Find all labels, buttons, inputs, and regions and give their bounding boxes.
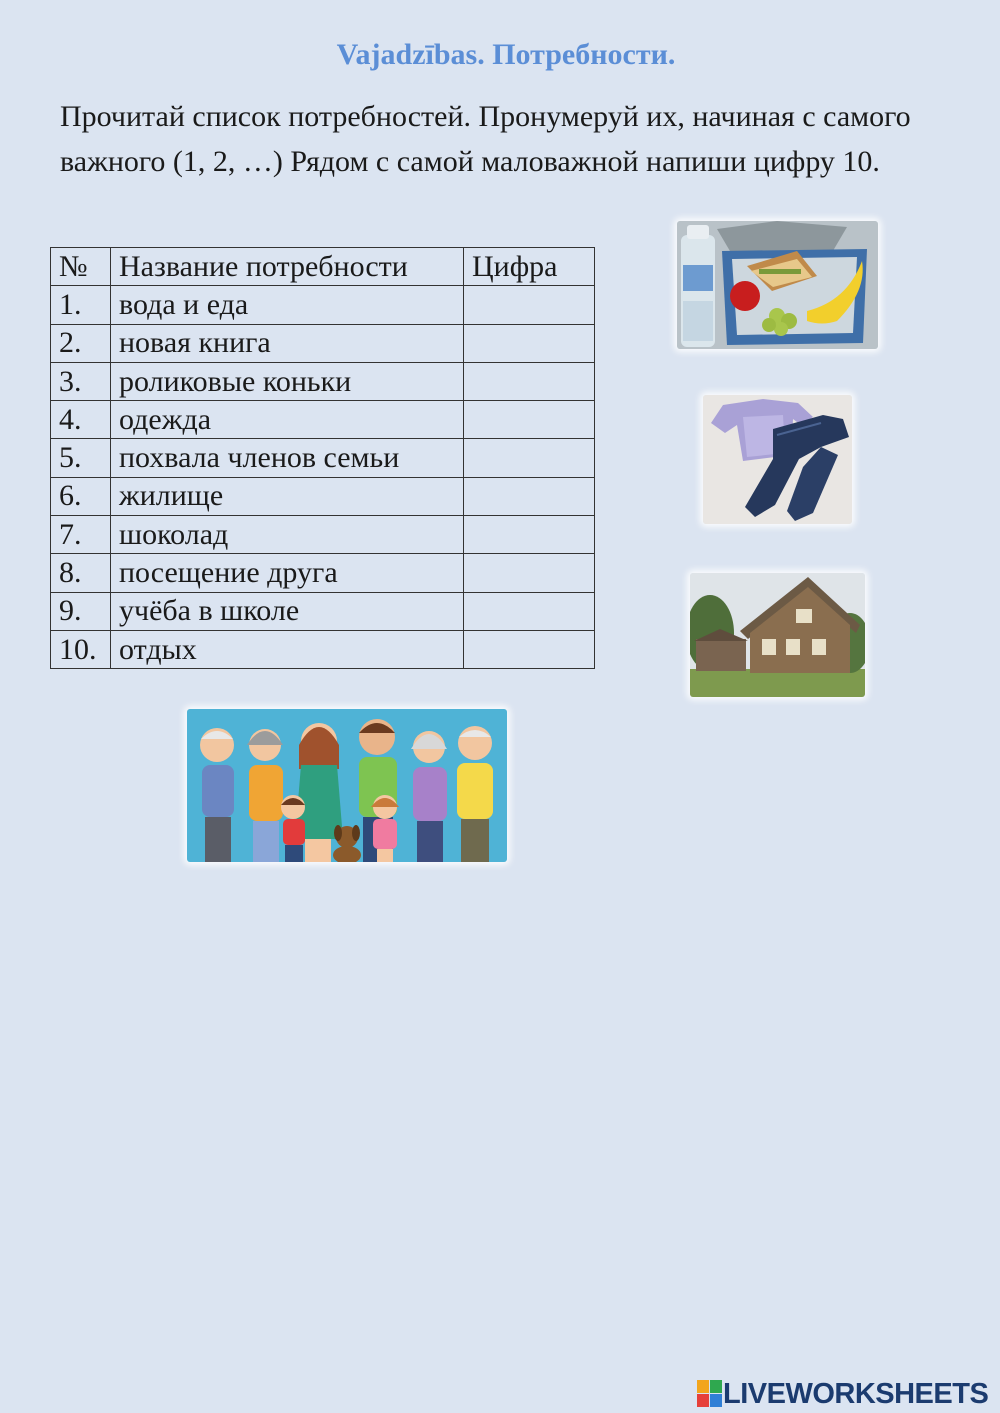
- digit-input[interactable]: [464, 593, 594, 629]
- need-name: одежда: [111, 401, 464, 439]
- digit-input[interactable]: [464, 555, 594, 591]
- digit-input[interactable]: [464, 478, 594, 514]
- instruction-text: Прочитай список потребностей. Пронумеруй их, начиная с самого важного (1, 2, …) Рядом с самой маловажной напиши цифру 10.: [60, 100, 911, 178]
- digit-cell: [464, 324, 595, 362]
- liveworksheets-logo: [697, 1376, 988, 1412]
- need-name: похвала членов семьи: [111, 439, 464, 477]
- table-row: [51, 554, 595, 592]
- need-name: новая книга: [111, 324, 464, 362]
- digit-cell: [464, 286, 595, 324]
- family-image: [187, 709, 507, 862]
- liveworksheets-logo-icon: [697, 1380, 723, 1408]
- digit-cell: [464, 362, 595, 400]
- row-number: 5.: [51, 439, 111, 477]
- page-title: Vajadzības. Потребности.: [336, 38, 676, 71]
- table-row: [51, 630, 595, 668]
- row-number: 6.: [51, 477, 111, 515]
- digit-cell: [464, 554, 595, 592]
- row-number: 7.: [51, 516, 111, 554]
- digit-input[interactable]: [464, 287, 594, 323]
- digit-cell: [464, 630, 595, 668]
- digit-input[interactable]: [464, 440, 594, 476]
- digit-input[interactable]: [464, 364, 594, 400]
- row-number: 1.: [51, 286, 111, 324]
- lunchbox-image: [677, 221, 878, 349]
- table-row: [51, 516, 595, 554]
- need-name: посещение друга: [111, 554, 464, 592]
- need-name: учёба в школе: [111, 592, 464, 630]
- table-row: [51, 362, 595, 400]
- row-number: 2.: [51, 324, 111, 362]
- house-image: [690, 573, 865, 697]
- table-row: [51, 439, 595, 477]
- digit-input[interactable]: [464, 325, 594, 361]
- row-number: 8.: [51, 554, 111, 592]
- need-name: вода и еда: [111, 286, 464, 324]
- digit-cell: [464, 516, 595, 554]
- digit-cell: [464, 401, 595, 439]
- header-need-name: Название потребности: [111, 248, 464, 286]
- table-header-row: [51, 248, 595, 286]
- table-row: [51, 324, 595, 362]
- digit-cell: [464, 592, 595, 630]
- digit-input[interactable]: [464, 632, 594, 668]
- logo-text: LIVEWORKSHEETS: [723, 1377, 989, 1410]
- header-digit: Цифра: [464, 248, 595, 286]
- table-row: [51, 592, 595, 630]
- row-number: 3.: [51, 362, 111, 400]
- table-row: [51, 477, 595, 515]
- row-number: 9.: [51, 592, 111, 630]
- need-name: шоколад: [111, 516, 464, 554]
- table-row: [51, 286, 595, 324]
- row-number: 4.: [51, 401, 111, 439]
- need-name: жилище: [111, 477, 464, 515]
- table-row: [51, 401, 595, 439]
- clothes-image: [703, 395, 852, 524]
- digit-input[interactable]: [464, 517, 594, 553]
- need-name: роликовые коньки: [111, 362, 464, 400]
- digit-cell: [464, 439, 595, 477]
- digit-cell: [464, 477, 595, 515]
- need-name: отдых: [111, 630, 464, 668]
- digit-input[interactable]: [464, 402, 594, 438]
- needs-table: [50, 247, 595, 669]
- header-number: №: [51, 248, 111, 286]
- row-number: 10.: [51, 630, 111, 668]
